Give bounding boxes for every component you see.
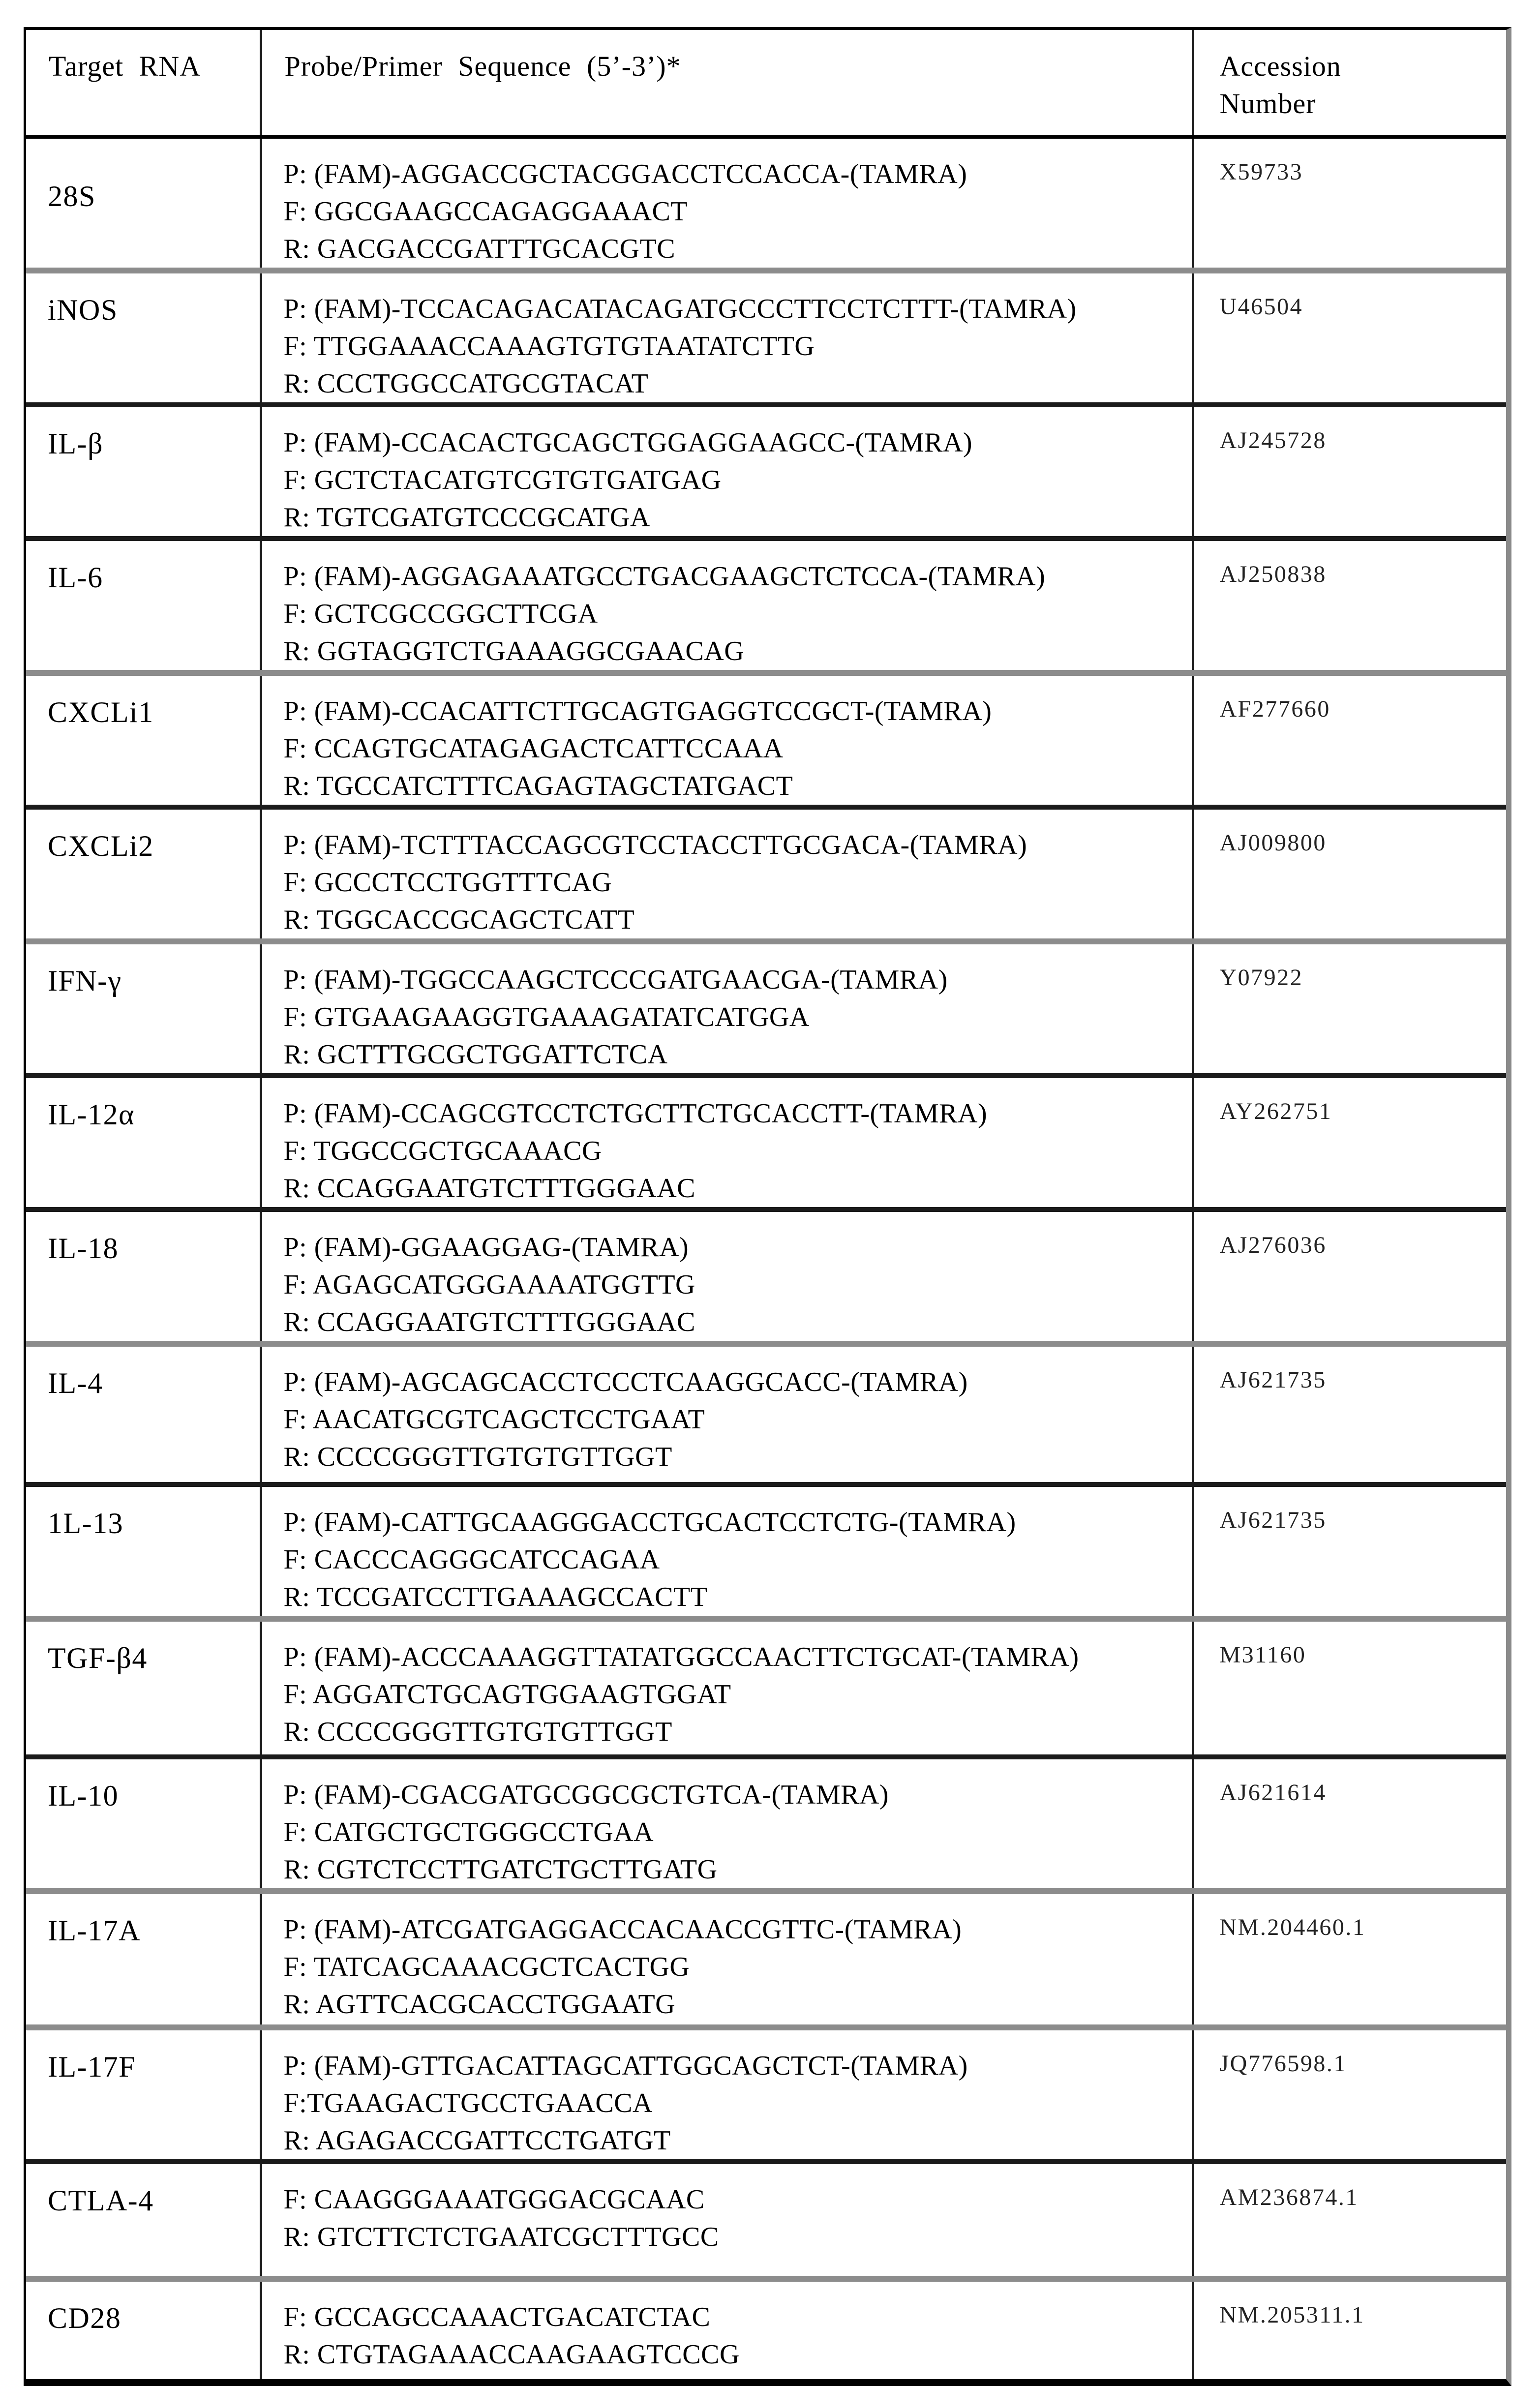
- sequence-cell: [261, 2162, 1193, 2279]
- accession-number: M31160: [1219, 1641, 1306, 1668]
- sequence-line: P: (FAM)-AGGACCGCTACGGACCTCCACCA-(TAMRA): [283, 158, 967, 189]
- sequence-line: R: TGCCATCTTTCAGAGTAGCTATGACT: [283, 770, 793, 801]
- sequence-line: F: GCCAGCCAAACTGACATCTAC: [283, 2301, 711, 2332]
- accession-cell: [1193, 1344, 1506, 1484]
- accession-cell: [1193, 1619, 1506, 1757]
- accession-number: AF277660: [1219, 695, 1330, 722]
- target-rna-cell: [26, 2027, 261, 2162]
- accession-cell: [1193, 2162, 1506, 2279]
- accession-number: AJ276036: [1219, 1232, 1327, 1258]
- sequence-line: F: TGGCCGCTGCAAACG: [283, 1135, 602, 1166]
- target-rna-cell: [26, 405, 261, 539]
- target-rna-cell: [26, 1484, 261, 1619]
- sequence-cell: [261, 1757, 1193, 1891]
- target-rna-label: CXCLi2: [48, 829, 154, 862]
- table-row: [26, 2027, 1506, 2162]
- target-rna-label: TGF-β4: [48, 1641, 148, 1674]
- target-rna-label: IFN-γ: [48, 964, 122, 997]
- sequence-line: F: AGGATCTGCAGTGGAAGTGGAT: [283, 1679, 731, 1710]
- sequence-line: R: GTCTTCTCTGAATCGCTTTGCC: [283, 2221, 719, 2252]
- accession-cell: [1193, 2027, 1506, 2162]
- sequence-cell: [261, 941, 1193, 1076]
- sequence-cell: [261, 1891, 1193, 2027]
- sequence-cell: [261, 2279, 1193, 2379]
- sequence-line: F: CATGCTGCTGGGCCTGAA: [283, 1816, 654, 1847]
- accession-cell: [1193, 1076, 1506, 1209]
- target-rna-cell: [26, 1344, 261, 1484]
- target-rna-cell: [26, 2279, 261, 2379]
- sequence-cell: [261, 2027, 1193, 2162]
- sequence-cell: [261, 1344, 1193, 1484]
- sequence-line: R: CCCCGGGTTGTGTGTTGGT: [283, 1716, 672, 1747]
- sequence-line: R: CCCTGGCCATGCGTACAT: [283, 368, 649, 399]
- table-row: [26, 137, 1506, 271]
- table-row: [26, 1209, 1506, 1344]
- sequence-line: F: CCAGTGCATAGAGACTCATTCCAAA: [283, 733, 784, 764]
- sequence-line: R: GACGACCGATTTGCACGTC: [283, 233, 676, 264]
- sequence-line: F: TTGGAAACCAAAGTGTGTAATATCTTG: [283, 331, 815, 362]
- sequence-line: P: (FAM)-CCACACTGCAGCTGGAGGAAGCC-(TAMRA): [283, 427, 973, 458]
- sequence-line: F:TGAAGACTGCCTGAACCA: [283, 2087, 653, 2118]
- sequence-line: R: AGTTCACGCACCTGGAATG: [283, 1989, 676, 2020]
- sequence-line: P: (FAM)-TCTTTACCAGCGTCCTACCTTGCGACA-(TAMRA): [283, 829, 1027, 860]
- sequence-line: F: AGAGCATGGGAAAATGGTTG: [283, 1269, 695, 1300]
- target-rna-label: IL-10: [48, 1779, 119, 1812]
- table-row: [26, 1891, 1506, 2027]
- accession-number: AJ250838: [1219, 561, 1327, 587]
- accession-number: AM236874.1: [1219, 2184, 1359, 2210]
- sequence-cell: [261, 1076, 1193, 1209]
- accession-cell: [1193, 137, 1506, 271]
- accession-number: AJ621735: [1219, 1507, 1327, 1533]
- sequence-line: R: TGTCGATGTCCCGCATGA: [283, 502, 650, 533]
- sequence-line: F: CAAGGGAAATGGGACGCAAC: [283, 2184, 705, 2215]
- target-rna-label: IL-6: [48, 561, 103, 594]
- sequence-cell: [261, 807, 1193, 941]
- table-row: [26, 1619, 1506, 1757]
- target-rna-cell: [26, 271, 261, 405]
- accession-number: AJ009800: [1219, 829, 1327, 856]
- sequence-cell: [261, 673, 1193, 807]
- target-rna-cell: [26, 137, 261, 271]
- table-body: [26, 137, 1506, 2379]
- sequence-line: R: CCAGGAATGTCTTTGGGAAC: [283, 1173, 695, 1204]
- target-rna-label: CXCLi1: [48, 695, 154, 728]
- target-rna-label: CTLA-4: [48, 2184, 154, 2217]
- accession-cell: [1193, 941, 1506, 1076]
- accession-cell: [1193, 673, 1506, 807]
- accession-number: AJ621735: [1219, 1366, 1327, 1393]
- target-rna-cell: [26, 1757, 261, 1891]
- sequence-line: F: GCTCTACATGTCGTGTGATGAG: [283, 464, 722, 495]
- sequence-cell: [261, 1484, 1193, 1619]
- sequence-line: P: (FAM)-CCACATTCTTGCAGTGAGGTCCGCT-(TAMRA): [283, 695, 992, 726]
- sequence-line: P: (FAM)-AGGAGAAATGCCTGACGAAGCTCTCCA-(TAMRA): [283, 561, 1046, 592]
- accession-cell: [1193, 271, 1506, 405]
- sequence-line: F: GCTCGCCGGCTTCGA: [283, 598, 598, 629]
- target-rna-cell: [26, 1209, 261, 1344]
- target-rna-label: CD28: [48, 2301, 121, 2334]
- sequence-cell: [261, 271, 1193, 405]
- sequence-line: P: (FAM)-ACCCAAAGGTTATATGGCCAACTTCTGCAT-(TAMRA): [283, 1641, 1079, 1672]
- sequence-line: P: (FAM)-CCAGCGTCCTCTGCTTCTGCACCTT-(TAMRA): [283, 1098, 988, 1129]
- sequence-line: P: (FAM)-AGCAGCACCTCCCTCAAGGCACC-(TAMRA): [283, 1366, 968, 1397]
- sequence-line: F: CACCCAGGGCATCCAGAA: [283, 1544, 660, 1575]
- target-rna-label: 28S: [48, 180, 96, 212]
- target-rna-cell: [26, 539, 261, 673]
- accession-number: U46504: [1219, 293, 1303, 320]
- accession-cell: [1193, 1891, 1506, 2027]
- accession-cell: [1193, 1757, 1506, 1891]
- sequence-line: P: (FAM)-TGGCCAAGCTCCCGATGAACGA-(TAMRA): [283, 964, 948, 995]
- target-rna-label: IL-17F: [48, 2050, 136, 2083]
- target-rna-label: 1L-13: [48, 1507, 124, 1540]
- accession-number: AJ621614: [1219, 1779, 1327, 1806]
- sequence-cell: [261, 539, 1193, 673]
- table-row: [26, 807, 1506, 941]
- target-rna-cell: [26, 941, 261, 1076]
- table-row: [26, 405, 1506, 539]
- header-probe-primer-sequence: Probe/Primer Sequence (5’-3’)*: [261, 30, 1193, 137]
- primer-probe-table: [24, 27, 1511, 2386]
- target-rna-label: IL-12α: [48, 1098, 135, 1131]
- sequence-line: F: GGCGAAGCCAGAGGAAACT: [283, 196, 688, 227]
- sequence-line: P: (FAM)-CATTGCAAGGGACCTGCACTCCTCTG-(TAMRA): [283, 1507, 1016, 1538]
- target-rna-label: IL-4: [48, 1366, 103, 1399]
- target-rna-cell: [26, 2162, 261, 2279]
- sequence-line: F: AACATGCGTCAGCTCCTGAAT: [283, 1404, 705, 1435]
- sequence-cell: [261, 137, 1193, 271]
- table-header-row: [26, 30, 1506, 137]
- sequence-line: P: (FAM)-TCCACAGACATACAGATGCCCTTCCTCTTT-(TAMRA): [283, 293, 1077, 324]
- table-row: [26, 1076, 1506, 1209]
- accession-number: NM.205311.1: [1219, 2301, 1365, 2328]
- sequence-line: F: GCCCTCCTGGTTTCAG: [283, 867, 612, 898]
- target-rna-cell: [26, 1891, 261, 2027]
- table-row: [26, 271, 1506, 405]
- target-rna-label: IL-17A: [48, 1914, 141, 1947]
- header-target-rna: Target RNA: [26, 30, 261, 137]
- sequence-line: P: (FAM)-GGAAGGAG-(TAMRA): [283, 1232, 689, 1263]
- accession-cell: [1193, 2279, 1506, 2379]
- sequence-cell: [261, 1619, 1193, 1757]
- sequence-line: R: TCCGATCCTTGAAAGCCACTT: [283, 1581, 708, 1612]
- accession-number: X59733: [1219, 158, 1303, 185]
- sequence-line: R: AGAGACCGATTCCTGATGT: [283, 2125, 671, 2156]
- accession-number: JQ776598.1: [1219, 2050, 1347, 2077]
- accession-cell: [1193, 807, 1506, 941]
- accession-number: Y07922: [1219, 964, 1303, 991]
- table-row: [26, 941, 1506, 1076]
- accession-number: AY262751: [1219, 1098, 1332, 1124]
- target-rna-label: IL-β: [48, 427, 104, 460]
- accession-cell: [1193, 1209, 1506, 1344]
- accession-number: NM.204460.1: [1219, 1914, 1366, 1940]
- accession-cell: [1193, 405, 1506, 539]
- table-row: [26, 1344, 1506, 1484]
- sequence-line: R: GCTTTGCGCTGGATTCTCA: [283, 1039, 668, 1070]
- sequence-line: R: GGTAGGTCTGAAAGGCGAACAG: [283, 635, 745, 666]
- table-row: [26, 2162, 1506, 2279]
- sequence-line: R: CCCCGGGTTGTGTGTTGGT: [283, 1441, 672, 1472]
- target-rna-cell: [26, 1619, 261, 1757]
- sequence-line: R: CGTCTCCTTGATCTGCTTGATG: [283, 1854, 718, 1885]
- sequence-cell: [261, 1209, 1193, 1344]
- accession-number: AJ245728: [1219, 427, 1327, 453]
- table-row: [26, 1484, 1506, 1619]
- sequence-line: F: GTGAAGAAGGTGAAAGATATCATGGA: [283, 1001, 810, 1032]
- target-rna-cell: [26, 1076, 261, 1209]
- sequence-line: R: CCAGGAATGTCTTTGGGAAC: [283, 1306, 695, 1337]
- target-rna-cell: [26, 673, 261, 807]
- table-row: [26, 2279, 1506, 2379]
- sequence-line: F: TATCAGCAAACGCTCACTGG: [283, 1951, 690, 1982]
- target-rna-label: IL-18: [48, 1232, 119, 1265]
- sequence-line: P: (FAM)-ATCGATGAGGACCACAACCGTTC-(TAMRA): [283, 1914, 962, 1945]
- sequence-line: R: TGGCACCGCAGCTCATT: [283, 904, 635, 935]
- target-rna-cell: [26, 807, 261, 941]
- sequence-line: P: (FAM)-CGACGATGCGGCGCTGTCA-(TAMRA): [283, 1779, 889, 1810]
- target-rna-label: iNOS: [48, 293, 118, 326]
- table-row: [26, 1757, 1506, 1891]
- header-accession-number: Accession Number: [1193, 30, 1506, 137]
- table-row: [26, 673, 1506, 807]
- accession-cell: [1193, 1484, 1506, 1619]
- sequence-line: R: CTGTAGAAACCAAGAAGTCCCG: [283, 2339, 740, 2370]
- accession-cell: [1193, 539, 1506, 673]
- table-row: [26, 539, 1506, 673]
- sequence-line: P: (FAM)-GTTGACATTAGCATTGGCAGCTCT-(TAMRA): [283, 2050, 968, 2081]
- sequence-cell: [261, 405, 1193, 539]
- primer-table-grid: [26, 30, 1506, 2379]
